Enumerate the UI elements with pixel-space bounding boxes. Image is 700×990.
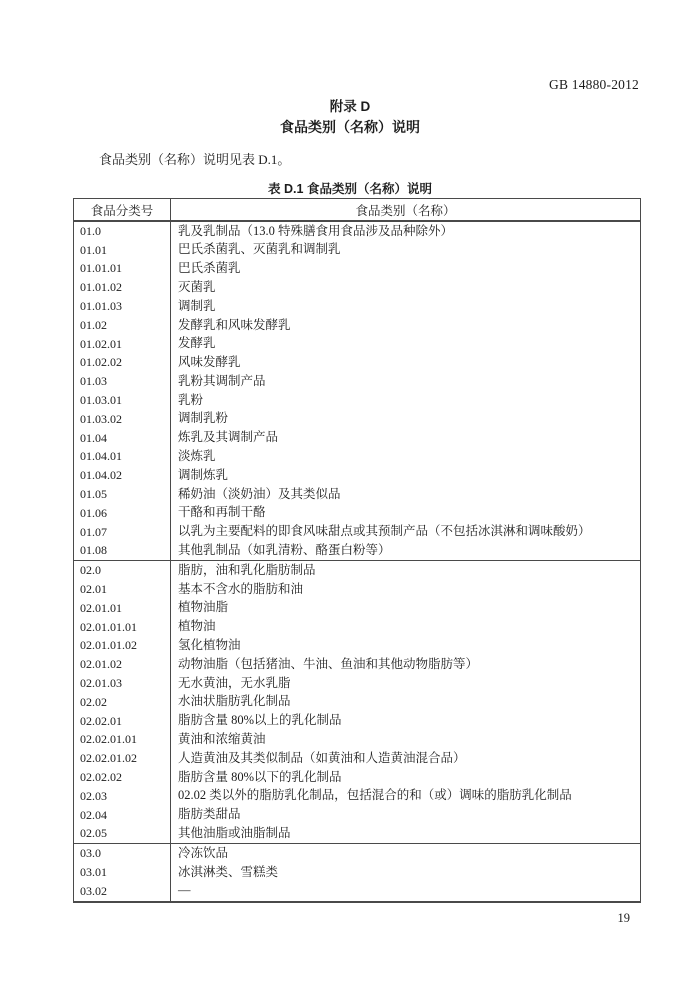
category-name-cell: 冰淇淋类、雪糕类 xyxy=(178,864,279,879)
table-header xyxy=(74,199,641,222)
category-name-cell: 动物油脂（包括猪油、牛油、鱼油和其他动物脂肪等） xyxy=(178,656,479,671)
category-code-cell: 02.02.01 xyxy=(74,712,171,731)
category-name-cell: 巴氏杀菌乳、灭菌乳和调制乳 xyxy=(178,242,341,257)
food-category-table xyxy=(73,198,641,903)
table-row xyxy=(74,655,641,674)
category-code-cell: 01.08 xyxy=(74,542,171,561)
table-row xyxy=(74,825,641,844)
table-row xyxy=(74,882,641,902)
category-name-cell: 调制炼乳 xyxy=(178,467,229,482)
category-name-cell: 植物油 xyxy=(178,619,216,634)
table-section xyxy=(74,221,641,561)
category-code-cell: 01.03 xyxy=(74,372,171,391)
category-name-cell: 黄油和浓缩黄油 xyxy=(178,732,266,747)
category-code-cell: 02.02.01.02 xyxy=(74,749,171,768)
category-name-cell: 氢化植物油 xyxy=(178,638,241,653)
category-code-cell: 01.04.02 xyxy=(74,466,171,485)
table-row xyxy=(74,466,641,485)
category-code-cell: 01.04 xyxy=(74,429,171,448)
category-code-cell: 02.03 xyxy=(74,787,171,806)
appendix-subtitle: 食品类别（名称）说明 xyxy=(280,119,420,135)
table-row xyxy=(74,297,641,316)
table-section xyxy=(74,561,641,844)
category-code-cell: 03.02 xyxy=(74,882,171,902)
category-code-cell: 01.02.02 xyxy=(74,354,171,373)
category-code-cell: 02.01.02 xyxy=(74,655,171,674)
category-name-cell: 乳及乳制品（13.0 特殊膳食用食品涉及品种除外） xyxy=(178,223,454,238)
category-code-cell: 02.02 xyxy=(74,693,171,712)
category-name-cell: 无水黄油，无水乳脂 xyxy=(178,675,291,690)
category-code-cell: 01.01.02 xyxy=(74,278,171,297)
category-code-cell: 01.0 xyxy=(74,221,171,241)
category-code-cell: 01.01.03 xyxy=(74,297,171,316)
intro-paragraph: 食品类别（名称）说明见表 D.1。 xyxy=(99,152,291,167)
category-code-cell: 02.01.01.01 xyxy=(74,618,171,637)
category-name-cell: 脂肪含量 80%以上的乳化制品 xyxy=(178,713,342,728)
category-code-cell: 02.01.03 xyxy=(74,674,171,693)
category-name-cell: 调制乳粉 xyxy=(178,411,229,426)
category-name-cell: 乳粉其调制产品 xyxy=(178,373,266,388)
category-name-cell: 植物油脂 xyxy=(178,600,229,615)
category-code-cell: 01.01 xyxy=(74,241,171,260)
col-header-name: 食品类别（名称） xyxy=(171,199,641,222)
table-row xyxy=(74,637,641,656)
table-row xyxy=(74,504,641,523)
category-name-cell: 水油状脂肪乳化制品 xyxy=(178,694,291,709)
table-row xyxy=(74,221,641,241)
table-row xyxy=(74,354,641,373)
category-code-cell: 02.02.02 xyxy=(74,768,171,787)
table-header-row xyxy=(74,199,641,222)
category-name-cell: 干酪和再制干酪 xyxy=(178,505,266,520)
category-code-cell: 01.02 xyxy=(74,316,171,335)
table-row xyxy=(74,712,641,731)
category-code-cell: 01.05 xyxy=(74,485,171,504)
category-name-cell: 脂肪含量 80%以下的乳化制品 xyxy=(178,769,342,784)
table-row xyxy=(74,749,641,768)
table-row xyxy=(74,731,641,750)
category-name-cell: 基本不含水的脂肪和油 xyxy=(178,581,304,596)
table-row xyxy=(74,523,641,542)
category-name-cell: 脂肪，油和乳化脂肪制品 xyxy=(178,562,316,577)
table-row xyxy=(74,372,641,391)
category-name-cell: 02.02 类以外的脂肪乳化制品，包括混合的和（或）调味的脂肪乳化制品 xyxy=(178,788,572,803)
table-row xyxy=(74,241,641,260)
category-code-cell: 02.01.01 xyxy=(74,599,171,618)
category-name-cell: 稀奶油（淡奶油）及其类似品 xyxy=(178,486,341,501)
category-code-cell: 02.05 xyxy=(74,825,171,844)
category-name-cell: 其他油脂或油脂制品 xyxy=(178,826,291,841)
category-name-cell: 淡炼乳 xyxy=(178,449,216,464)
table-row xyxy=(74,863,641,882)
table-row xyxy=(74,806,641,825)
table-row xyxy=(74,335,641,354)
doc-number: GB 14880-2012 xyxy=(549,77,639,92)
category-name-cell: 炼乳及其调制产品 xyxy=(178,430,279,445)
category-name-cell: 以乳为主要配料的即食风味甜点或其预制产品（不包括冰淇淋和调味酸奶） xyxy=(178,524,591,539)
category-code-cell: 02.01.01.02 xyxy=(74,637,171,656)
category-name-cell: 脂肪类甜品 xyxy=(178,807,241,822)
table-row xyxy=(74,674,641,693)
category-name-cell: 发酵乳 xyxy=(178,336,216,351)
category-name-cell: 灭菌乳 xyxy=(178,279,216,294)
table-section xyxy=(74,844,641,902)
category-name-cell: — xyxy=(178,883,191,898)
category-code-cell: 01.04.01 xyxy=(74,448,171,467)
category-name-cell: 其他乳制品（如乳清粉、酪蛋白粉等） xyxy=(178,543,391,558)
table-row xyxy=(74,618,641,637)
category-name-cell: 乳粉 xyxy=(178,392,204,407)
table-row xyxy=(74,448,641,467)
category-code-cell: 03.01 xyxy=(74,863,171,882)
table-row xyxy=(74,316,641,335)
table-row xyxy=(74,844,641,863)
category-code-cell: 01.03.02 xyxy=(74,410,171,429)
table-row xyxy=(74,599,641,618)
category-code-cell: 01.03.01 xyxy=(74,391,171,410)
table-row xyxy=(74,580,641,599)
table-row xyxy=(74,278,641,297)
category-code-cell: 02.01 xyxy=(74,580,171,599)
table-row xyxy=(74,542,641,561)
table-row xyxy=(74,391,641,410)
category-name-cell: 冷冻饮品 xyxy=(178,845,229,860)
category-code-cell: 02.02.01.01 xyxy=(74,731,171,750)
category-code-cell: 01.01.01 xyxy=(74,260,171,279)
table-row xyxy=(74,429,641,448)
table-caption: 表 D.1 食品类别（名称）说明 xyxy=(268,182,432,196)
table-row xyxy=(74,561,641,580)
category-code-cell: 01.06 xyxy=(74,504,171,523)
table-row xyxy=(74,787,641,806)
category-name-cell: 巴氏杀菌乳 xyxy=(178,261,241,276)
category-code-cell: 03.0 xyxy=(74,844,171,863)
table-row xyxy=(74,693,641,712)
category-code-cell: 02.0 xyxy=(74,561,171,580)
table-row xyxy=(74,768,641,787)
category-name-cell: 调制乳 xyxy=(178,298,216,313)
appendix-title: 附录 D xyxy=(329,99,371,114)
category-code-cell: 01.02.01 xyxy=(74,335,171,354)
table-row xyxy=(74,260,641,279)
table-row xyxy=(74,410,641,429)
category-code-cell: 01.07 xyxy=(74,523,171,542)
category-name-cell: 人造黄油及其类似制品（如黄油和人造黄油混合品） xyxy=(178,750,466,765)
category-name-cell: 发酵乳和风味发酵乳 xyxy=(178,317,291,332)
col-header-code: 食品分类号 xyxy=(74,199,171,222)
table-row xyxy=(74,485,641,504)
page-number: 19 xyxy=(617,911,630,925)
category-name-cell: 风味发酵乳 xyxy=(178,355,241,370)
category-code-cell: 02.04 xyxy=(74,806,171,825)
